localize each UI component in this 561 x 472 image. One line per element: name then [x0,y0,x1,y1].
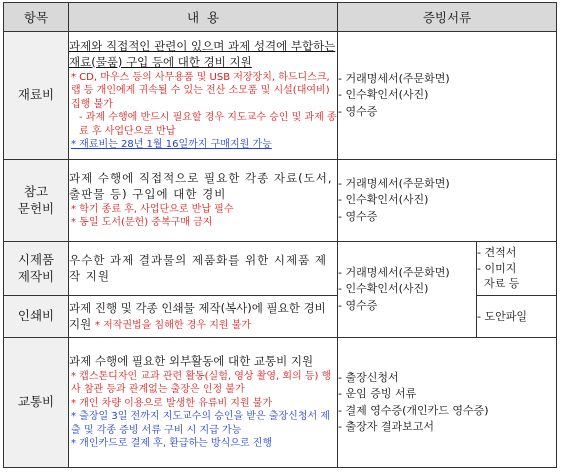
row-material [4,32,557,160]
doc-item: - 영수증 [338,298,378,312]
row-transport [4,338,557,468]
header-docs: 증빙서류 [338,3,557,32]
expense-table [3,2,557,468]
doc-item: - 인수확인서(사진) [338,282,429,296]
extra-print [477,296,557,338]
doc-item: - 출장신청서 [338,370,399,384]
item-material: 재료비 [4,32,69,160]
note-blue: * 출장일 3일 전까지 지도교수의 승인을 받은 출장신청서 제출 및 각종 증빙 서류 구비 시 지급 가능 [71,411,330,436]
doc-item: - 출장자 결과보고서 [338,420,434,433]
extra-item: - 이미지 [477,261,517,275]
docs-transport [338,338,557,468]
note: * CD, 마우스 등의 사무용품 및 USB 저장장치, 하드디스크, 랩 등 개인에게 귀속될 수 있는 전산 소모품 및 시설(대여비) 집행 불가 [71,71,330,110]
doc-item: - 거래명세서(주문화면) [338,71,450,85]
note: - 과제 수행에 반드시 필요할 경우 지도교수 승인 및 과제 종료 후 사업단으로 반납 [79,112,337,137]
note: * 학기 종료 후, 사업단으로 반납 필수 [71,203,234,215]
item-prototype: 시제품 제작비 [4,242,69,296]
note: * 개인 차량 이용으로 발생한 유류비 지원 불가 [71,397,273,409]
item-reference: 참고 문헌비 [4,160,69,242]
doc-item: - 운임 증빙 서류 [338,387,417,400]
extra-prototype [477,242,557,296]
content-prototype [69,242,338,296]
header-row [4,3,557,32]
content-main: 과제와 직접적인 관련이 있으며 과제 성격에 부합하는 재료(물품) 구입 등에 대한 경비 지원 [69,39,336,69]
extra-item: - 도안파일 [477,309,527,323]
doc-item: - 인수확인서(사진) [338,193,429,207]
content-material [69,32,338,160]
content-main: 우수한 과제 결과물의 제품화를 위한 시제품 제작 지원 [69,252,328,283]
docs-reference [338,160,557,242]
item-transport: 교통비 [4,338,69,468]
content-print [69,296,338,338]
header-item: 항목 [4,3,69,32]
item-print: 인쇄비 [4,296,69,338]
note: * 캡스톤디자인 교과 관련 활동(실험, 영상 촬영, 회의 등) 행사 참관 등과 관계없는 출장은 인정 불가 [71,370,332,396]
content-transport [69,338,338,468]
doc-item: - 거래명세서(주문화면) [338,265,450,279]
content-main: 과제 수행에 필요한 외부활동에 대한 교통비 지원 [69,354,314,369]
content-reference [69,160,338,242]
extra-item: - 견적서 [477,245,517,259]
row-reference [4,160,557,242]
extra-item: 자료 등 [477,277,520,291]
row-prototype [4,242,557,296]
note-blue: * 개인카드로 결제 후, 환급하는 방식으로 진행 [71,438,273,450]
doc-item: - 인수확인서(사진) [338,88,429,102]
doc-item: - 거래명세서(주문화면) [338,176,450,190]
content-main: 과제 진행 및 각종 인쇄물 제작(복사)에 필요한 경비 지원 [69,300,326,331]
docs-material [338,32,557,160]
doc-item: - 영수증 [338,209,378,223]
docs-prototype-print [338,242,477,338]
inline-note: * 저작권법을 침해한 경우 지원 불가 [94,319,252,331]
note: * 동일 도서(문헌) 중복구매 금지 [71,217,213,229]
doc-item: - 결제 영수증(개인카드 영수증) [338,403,489,417]
doc-item: - 영수증 [338,104,378,118]
header-content: 내 용 [69,3,338,32]
note-blue: * 재료비는 28년 1월 16일까지 구매지원 가능 [71,139,272,151]
content-main: 과제 수행에 직접적으로 필요한 각종 자료(도서, 출판물 등) 구입에 대한 경비 [69,171,333,201]
